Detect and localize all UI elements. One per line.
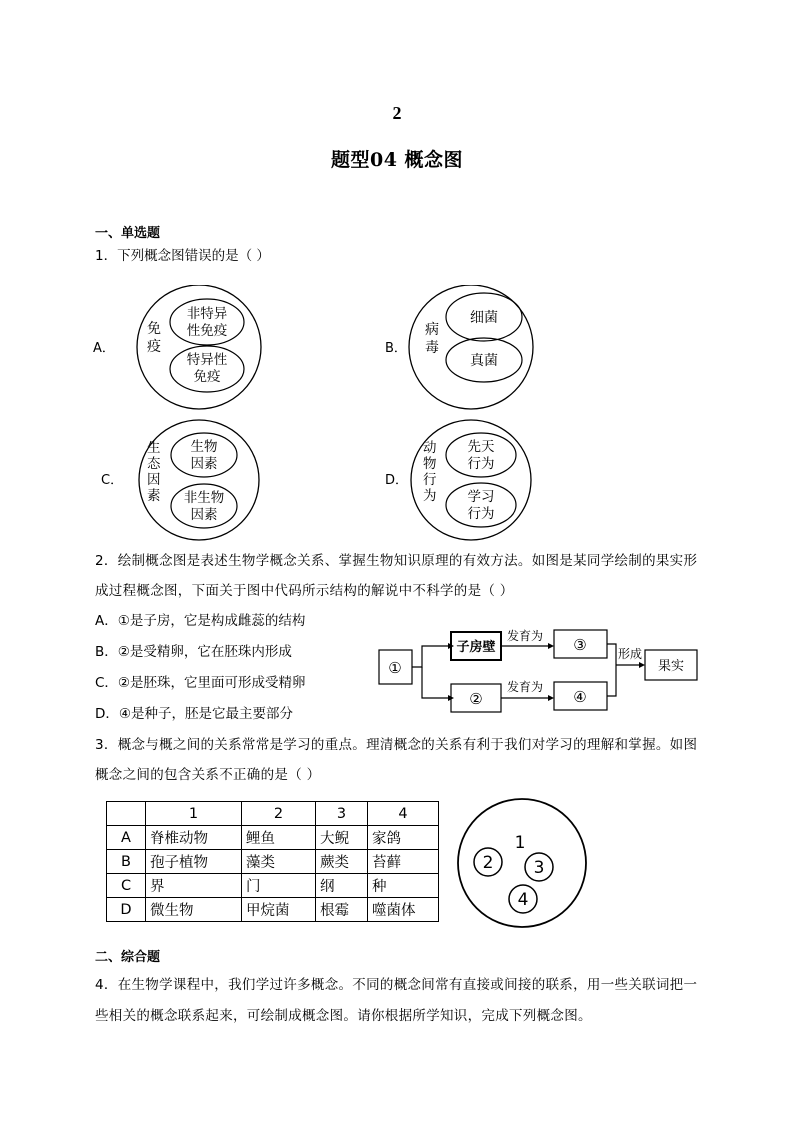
option-d-label: D． [385, 473, 409, 488]
option-c-outer-char: 因 [147, 472, 161, 488]
option-a-outer-char: 疫 [147, 339, 161, 355]
table-cell: 鲤鱼 [242, 826, 316, 850]
develop-label-bottom: 发育为 [506, 680, 544, 694]
question-2-option-b: B．②是受精卵，它在胚珠内形成 [95, 644, 292, 660]
option-a-label: A． [93, 341, 115, 356]
table-row [107, 826, 439, 850]
table-cell: 微生物 [146, 898, 242, 922]
question-2-stem-line-2: 成过程概念图，下面关于图中代码所示结构的解说中不科学的是（ ） [95, 583, 514, 599]
circle-1-label: 1 [514, 833, 526, 853]
table-cell: 孢子植物 [146, 850, 242, 874]
option-d-top-line: 行为 [467, 456, 495, 472]
option-a-bottom-line: 特异性 [186, 352, 228, 368]
table-header-cell: 4 [368, 802, 439, 826]
question-4-line-1: 4．在生物学课程中，我们学过许多概念。不同的概念间常有直接或间接的联系，用一些关联词把一 [95, 977, 698, 993]
table-header-cell: 2 [242, 802, 316, 826]
form-label: 形成 [617, 647, 643, 661]
question-2-option-d: D．④是种子，胚是它最主要部分 [95, 706, 293, 722]
table-cell: 家鸽 [368, 826, 439, 850]
connector-line [412, 646, 451, 667]
table-cell: 藻类 [242, 850, 316, 874]
node-1-text: ① [388, 659, 402, 677]
option-a-bottom-line: 免疫 [193, 369, 221, 385]
question-2-option-c: C．②是胚珠，它里面可形成受精卵 [95, 675, 306, 691]
page-number: 2 [392, 103, 402, 123]
connector-line [422, 667, 451, 698]
table-cell: 门 [242, 874, 316, 898]
option-b-top-line: 细菌 [470, 310, 498, 326]
node-4-text: ④ [573, 688, 587, 706]
circle-4-label: 4 [517, 890, 529, 910]
table-cell: 根霉 [316, 898, 368, 922]
option-c-bottom-line: 因素 [190, 507, 218, 523]
table-cell: 苔藓 [368, 850, 439, 874]
section-heading-comprehensive: 二、综合题 [95, 950, 161, 965]
option-a-top-line: 非特异 [186, 306, 228, 322]
option-a-diagram [137, 285, 261, 409]
arrow-head [548, 643, 554, 649]
fruit-text: 果实 [657, 659, 685, 674]
option-d-outer-char: 为 [423, 488, 437, 504]
option-d-outer-char: 行 [423, 472, 437, 488]
table-cell: 噬菌体 [368, 898, 439, 922]
option-d-outer-char: 物 [423, 456, 437, 472]
option-c-diagram [139, 420, 259, 540]
question-1-stem: 1．下列概念图错误的是（ ） [95, 248, 270, 264]
table-cell: C [107, 874, 146, 898]
table-cell: 大鲵 [316, 826, 368, 850]
question-2-stem-line-1: 2．绘制概念图是表述生物学概念关系、掌握生物知识原理的有效方法。如图是某同学绘制的果实形 [95, 553, 698, 569]
table-cell: D [107, 898, 146, 922]
option-b-outer-char: 毒 [425, 340, 439, 356]
table-cell: B [107, 850, 146, 874]
option-c-outer-char: 生 [147, 440, 161, 456]
question-3-table [106, 801, 439, 922]
option-d-bottom-line: 行为 [467, 506, 495, 522]
circle-2-label: 2 [482, 853, 494, 873]
option-c-top-line: 因素 [190, 456, 218, 472]
option-b-diagram [409, 285, 533, 409]
option-a-outer-char: 免 [147, 321, 161, 337]
option-b-label: B． [385, 341, 407, 356]
arrow-head [548, 695, 554, 701]
ovary-wall-text: 子房壁 [456, 640, 496, 655]
node-2-text: ② [469, 690, 483, 708]
option-a-top-line: 性免疫 [186, 323, 228, 339]
question-1-diagrams [85, 285, 705, 543]
fruit-formation-flowchart [376, 626, 702, 716]
table-header-row [107, 802, 439, 826]
option-b-bottom-line: 真菌 [470, 353, 498, 369]
question-3-stem-line-2: 概念之间的包含关系不正确的是（ ） [95, 767, 321, 783]
table-header-cell: 3 [316, 802, 368, 826]
table-cell: 纲 [316, 874, 368, 898]
table-cell: 脊椎动物 [146, 826, 242, 850]
table-row [107, 874, 439, 898]
option-d-diagram [411, 420, 531, 540]
page-title: 题型04 概念图 [330, 149, 464, 171]
question-3-stem-line-1: 3．概念与概之间的关系常常是学习的重点。理清概念的关系有利于我们对学习的理解和掌握。如图 [95, 737, 698, 753]
develop-label-top: 发育为 [506, 629, 544, 643]
question-4-line-2: 些相关的概念联系起来，可绘制成概念图。请你根据所学知识，完成下列概念图。 [95, 1008, 592, 1024]
table-header-cell [107, 802, 146, 826]
node-3-text: ③ [573, 636, 587, 654]
table-cell: 界 [146, 874, 242, 898]
question-2-option-a: A．①是子房，它是构成雌蕊的结构 [95, 613, 306, 629]
option-c-label: C． [101, 473, 124, 488]
option-c-outer-char: 态 [147, 456, 161, 472]
table-row [107, 850, 439, 874]
table-row [107, 898, 439, 922]
table-cell: 种 [368, 874, 439, 898]
connector-line [607, 644, 616, 696]
option-c-top-line: 生物 [190, 439, 218, 455]
option-c-bottom-line: 非生物 [183, 490, 225, 506]
table-cell: 蕨类 [316, 850, 368, 874]
arrow-head [639, 662, 645, 668]
option-d-bottom-line: 学习 [467, 489, 495, 505]
table-cell: 甲烷菌 [242, 898, 316, 922]
table-header-cell: 1 [146, 802, 242, 826]
option-d-outer-char: 动 [423, 440, 437, 456]
section-heading-single-choice: 一、单选题 [95, 226, 161, 241]
option-c-outer-char: 素 [147, 488, 161, 504]
option-b-outer-char: 病 [425, 322, 439, 338]
question-3-inclusion-diagram [455, 796, 591, 932]
table-cell: A [107, 826, 146, 850]
option-d-top-line: 先天 [467, 439, 495, 455]
circle-3-label: 3 [533, 858, 545, 878]
